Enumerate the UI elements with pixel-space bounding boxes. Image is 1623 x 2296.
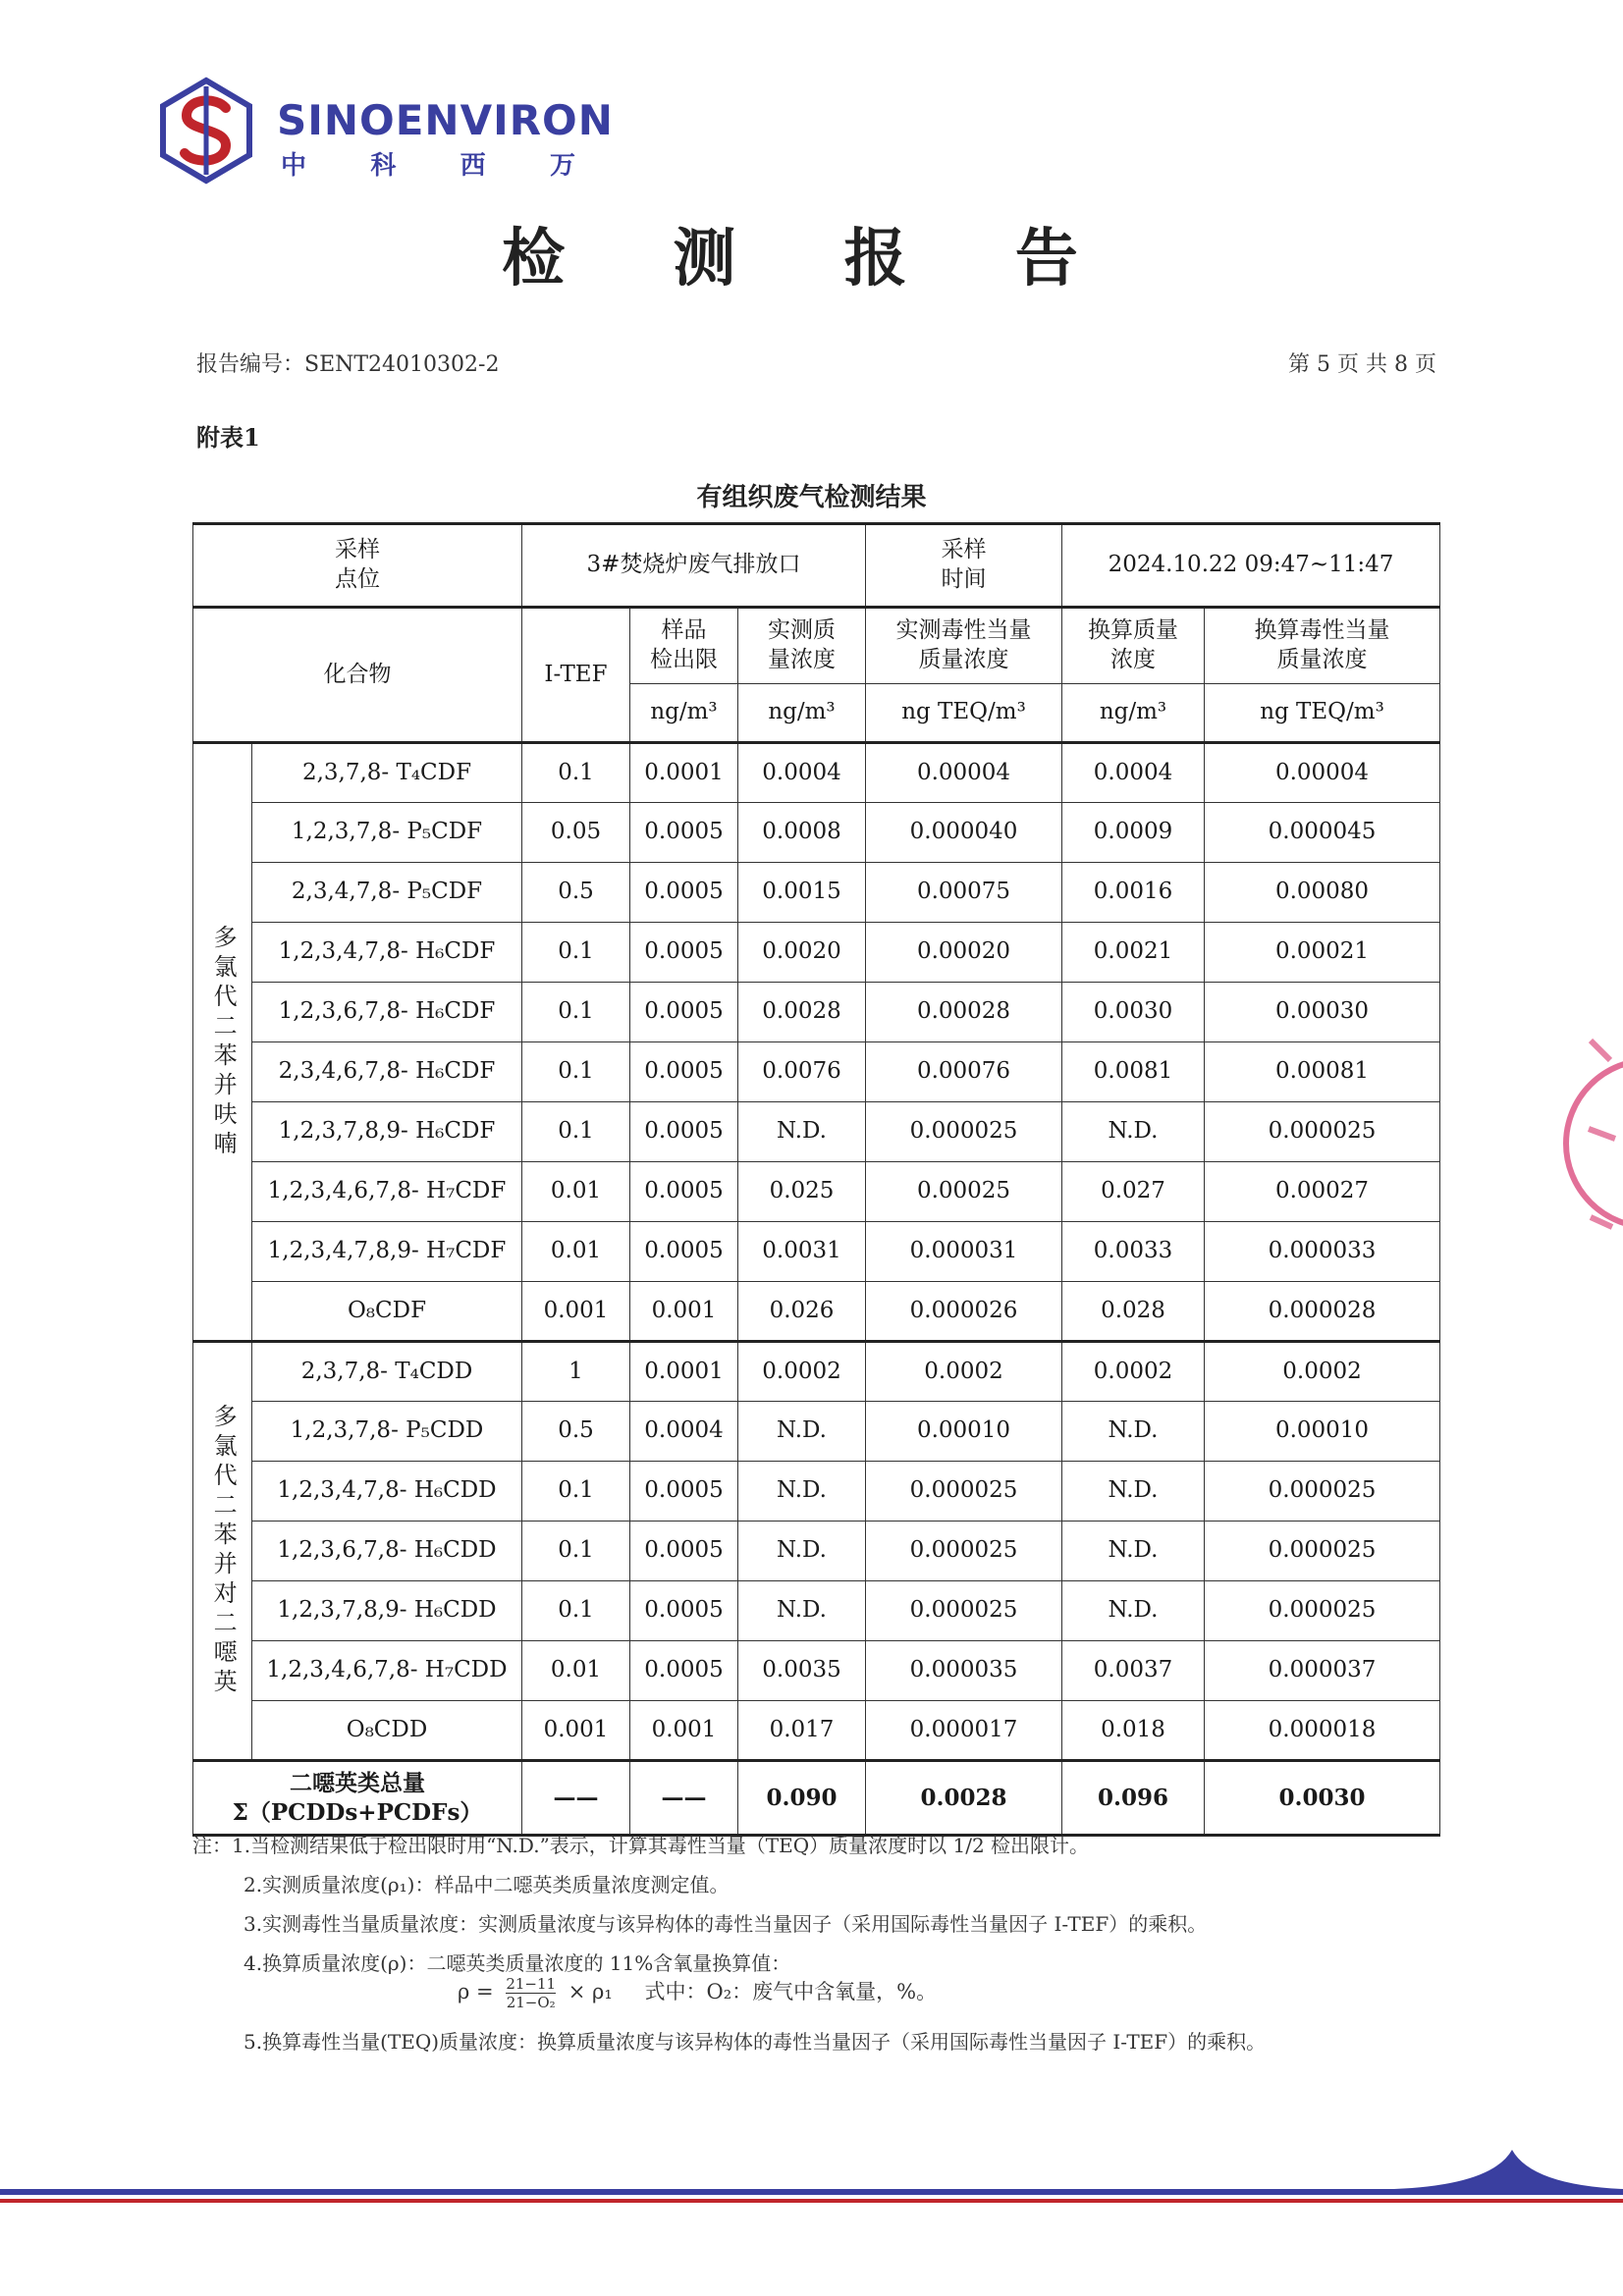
results-table bbox=[192, 522, 1440, 1837]
compound-name-cell: 2,3,4,6,7,8- H₆CDF bbox=[252, 1042, 522, 1102]
column-header: 换算毒性当量 质量浓度 bbox=[1205, 608, 1440, 684]
total-itef: —— bbox=[522, 1761, 630, 1836]
value-cell: 0.000025 bbox=[866, 1102, 1062, 1162]
value-cell: 0.0081 bbox=[1062, 1042, 1205, 1102]
compound-name-cell: 1,2,3,7,8,9- H₆CDD bbox=[252, 1581, 522, 1641]
column-header: 实测毒性当量 质量浓度 bbox=[866, 608, 1062, 684]
value-cell: 0.0005 bbox=[630, 1162, 738, 1222]
compound-name-cell: 1,2,3,7,8- P₅CDF bbox=[252, 803, 522, 863]
value-cell: 0.0028 bbox=[738, 983, 866, 1042]
table-row bbox=[193, 1342, 1440, 1402]
value-cell: 0.0005 bbox=[630, 1102, 738, 1162]
sampling-point-label: 采样 点位 bbox=[193, 524, 522, 608]
compound-name-cell: 2,3,7,8- T₄CDD bbox=[252, 1342, 522, 1402]
total-label: 二噁英类总量 Σ（PCDDs+PCDFs） bbox=[193, 1761, 522, 1836]
value-cell: 0.001 bbox=[522, 1282, 630, 1342]
value-cell: 0.0005 bbox=[630, 983, 738, 1042]
compound-name-cell: O₈CDF bbox=[252, 1282, 522, 1342]
value-cell: 0.000033 bbox=[1205, 1222, 1440, 1282]
value-cell: 0.000025 bbox=[1205, 1522, 1440, 1581]
compound-name-cell: 1,2,3,4,7,8,9- H₇CDF bbox=[252, 1222, 522, 1282]
value-cell: 0.000025 bbox=[866, 1581, 1062, 1641]
sampling-info-row bbox=[193, 524, 1440, 608]
itef-header: I-TEF bbox=[522, 608, 630, 743]
company-name-en: SINOENVIRON bbox=[277, 96, 614, 144]
value-cell: 0.0015 bbox=[738, 863, 866, 923]
unit-cell: ng TEQ/m³ bbox=[1205, 684, 1440, 743]
table-row bbox=[193, 1522, 1440, 1581]
value-cell: 0.000028 bbox=[1205, 1282, 1440, 1342]
table-row bbox=[193, 743, 1440, 803]
compound-name-cell: 1,2,3,7,8- P₅CDD bbox=[252, 1402, 522, 1462]
value-cell: 0.1 bbox=[522, 1522, 630, 1581]
value-cell: 0.0004 bbox=[630, 1402, 738, 1462]
value-cell: 0.0002 bbox=[866, 1342, 1062, 1402]
total-conv: 0.096 bbox=[1062, 1761, 1205, 1836]
value-cell: 0.0002 bbox=[1205, 1342, 1440, 1402]
value-cell: 0.001 bbox=[522, 1701, 630, 1761]
value-cell: 0.1 bbox=[522, 1102, 630, 1162]
value-cell: 0.0005 bbox=[630, 1581, 738, 1641]
value-cell: 0.026 bbox=[738, 1282, 866, 1342]
table-row bbox=[193, 1042, 1440, 1102]
value-cell: N.D. bbox=[738, 1581, 866, 1641]
value-cell: 0.000031 bbox=[866, 1222, 1062, 1282]
value-cell: 0.0005 bbox=[630, 863, 738, 923]
value-cell: 0.0037 bbox=[1062, 1641, 1205, 1701]
table-row bbox=[193, 923, 1440, 983]
compound-name-cell: 2,3,4,7,8- P₅CDF bbox=[252, 863, 522, 923]
value-cell: 0.0004 bbox=[1062, 743, 1205, 803]
report-number: 报告编号：SENT24010302-2 bbox=[196, 352, 500, 377]
value-cell: 0.0005 bbox=[630, 1462, 738, 1522]
unit-cell: ng/m³ bbox=[630, 684, 738, 743]
value-cell: 0.0005 bbox=[630, 803, 738, 863]
table-row bbox=[193, 1282, 1440, 1342]
value-cell: 0.00080 bbox=[1205, 863, 1440, 923]
table-row bbox=[193, 1701, 1440, 1761]
group-label bbox=[193, 1342, 252, 1761]
column-header: 实测质 量浓度 bbox=[738, 608, 866, 684]
value-cell: 0.1 bbox=[522, 923, 630, 983]
group-label bbox=[193, 743, 252, 1342]
value-cell: 0.017 bbox=[738, 1701, 866, 1761]
table-row bbox=[193, 1402, 1440, 1462]
value-cell: N.D. bbox=[738, 1462, 866, 1522]
unit-cell: ng/m³ bbox=[738, 684, 866, 743]
table-title: 有组织废气检测结果 bbox=[696, 483, 927, 512]
value-cell: 0.027 bbox=[1062, 1162, 1205, 1222]
company-name-cn-char: 万 bbox=[549, 151, 575, 181]
value-cell: 0.1 bbox=[522, 1042, 630, 1102]
value-cell: 1 bbox=[522, 1342, 630, 1402]
table-row bbox=[193, 1162, 1440, 1222]
total-conv-teq: 0.0030 bbox=[1205, 1761, 1440, 1836]
value-cell: 0.000040 bbox=[866, 803, 1062, 863]
value-cell: 0.00004 bbox=[1205, 743, 1440, 803]
total-limit: —— bbox=[630, 1761, 738, 1836]
value-cell: 0.05 bbox=[522, 803, 630, 863]
value-cell: 0.000025 bbox=[866, 1462, 1062, 1522]
value-cell: 0.1 bbox=[522, 1462, 630, 1522]
table-row bbox=[193, 1581, 1440, 1641]
value-cell: 0.000018 bbox=[1205, 1701, 1440, 1761]
value-cell: 0.00028 bbox=[866, 983, 1062, 1042]
value-cell: N.D. bbox=[738, 1102, 866, 1162]
value-cell: 0.00027 bbox=[1205, 1162, 1440, 1222]
table-row bbox=[193, 983, 1440, 1042]
value-cell: 0.0021 bbox=[1062, 923, 1205, 983]
total-row bbox=[193, 1761, 1440, 1836]
value-cell: 0.00030 bbox=[1205, 983, 1440, 1042]
value-cell: 0.028 bbox=[1062, 1282, 1205, 1342]
value-cell: 0.0001 bbox=[630, 743, 738, 803]
seal-stamp-icon bbox=[1561, 982, 1623, 1306]
page-info: 第 5 页 共 8 页 bbox=[1288, 352, 1436, 377]
value-cell: 0.0005 bbox=[630, 923, 738, 983]
value-cell: N.D. bbox=[1062, 1522, 1205, 1581]
sampling-time-label: 采样 时间 bbox=[866, 524, 1062, 608]
formula-denominator: 21−O₂ bbox=[506, 1994, 556, 2011]
value-cell: 0.0035 bbox=[738, 1641, 866, 1701]
note-item: 2.实测质量浓度(ρ₁)：样品中二噁英类质量浓度测定值。 bbox=[243, 1873, 730, 1896]
total-teq: 0.0028 bbox=[866, 1761, 1062, 1836]
table-row bbox=[193, 1222, 1440, 1282]
compound-name-cell: 1,2,3,4,7,8- H₆CDD bbox=[252, 1462, 522, 1522]
value-cell: 0.018 bbox=[1062, 1701, 1205, 1761]
value-cell: 0.025 bbox=[738, 1162, 866, 1222]
group-label-text: 多氯代二苯并呋喃 bbox=[209, 924, 238, 1160]
company-logo-mark-icon bbox=[157, 77, 255, 185]
company-name-cn bbox=[281, 145, 575, 182]
value-cell: 0.00020 bbox=[866, 923, 1062, 983]
company-logo bbox=[157, 77, 614, 185]
value-cell: 0.0033 bbox=[1062, 1222, 1205, 1282]
formula-numerator: 21−11 bbox=[506, 1975, 557, 1993]
unit-cell: ng TEQ/m³ bbox=[866, 684, 1062, 743]
value-cell: 0.0008 bbox=[738, 803, 866, 863]
value-cell: 0.0020 bbox=[738, 923, 866, 983]
header-row bbox=[193, 608, 1440, 684]
value-cell: 0.00075 bbox=[866, 863, 1062, 923]
formula-rhs: × ρ₁ bbox=[568, 1980, 613, 2003]
value-cell: 0.0009 bbox=[1062, 803, 1205, 863]
value-cell: 0.000037 bbox=[1205, 1641, 1440, 1701]
value-cell: 0.0002 bbox=[1062, 1342, 1205, 1402]
value-cell: 0.00010 bbox=[1205, 1402, 1440, 1462]
company-name-cn-char: 西 bbox=[460, 151, 486, 181]
conversion-formula bbox=[458, 1975, 937, 2011]
table-row bbox=[193, 1641, 1440, 1701]
table-row bbox=[193, 1462, 1440, 1522]
value-cell: N.D. bbox=[1062, 1102, 1205, 1162]
footer-decoration-icon bbox=[0, 2150, 1623, 2228]
value-cell: 0.001 bbox=[630, 1282, 738, 1342]
note-item: 注：1.当检测结果低于检出限时用“N.D.”表示，计算其毒性当量（TEQ）质量浓度时以 1/2 检出限计。 bbox=[192, 1834, 1090, 1857]
value-cell: 0.00021 bbox=[1205, 923, 1440, 983]
value-cell: 0.00004 bbox=[866, 743, 1062, 803]
value-cell: N.D. bbox=[738, 1522, 866, 1581]
company-name-cn-char: 科 bbox=[370, 151, 397, 181]
note-item: 3.实测毒性当量质量浓度：实测质量浓度与该异构体的毒性当量因子（采用国际毒性当量因子 I-TEF）的乘积。 bbox=[243, 1912, 1208, 1936]
note-item: 4.换算质量浓度(ρ)：二噁英类质量浓度的 11%含氧量换算值： bbox=[243, 1951, 791, 1975]
value-cell: 0.01 bbox=[522, 1641, 630, 1701]
compound-name-cell: O₈CDD bbox=[252, 1701, 522, 1761]
formula-lhs: ρ = bbox=[458, 1980, 494, 2003]
value-cell: 0.1 bbox=[522, 1581, 630, 1641]
compound-header: 化合物 bbox=[193, 608, 522, 743]
value-cell: 0.01 bbox=[522, 1222, 630, 1282]
document-title: 检 测 报 告 bbox=[502, 222, 1121, 295]
appendix-label: 附表1 bbox=[196, 423, 260, 452]
value-cell: N.D. bbox=[738, 1402, 866, 1462]
compound-name-cell: 1,2,3,4,7,8- H₆CDF bbox=[252, 923, 522, 983]
column-header: 样品 检出限 bbox=[630, 608, 738, 684]
compound-name-cell: 1,2,3,7,8,9- H₆CDF bbox=[252, 1102, 522, 1162]
value-cell: 0.0076 bbox=[738, 1042, 866, 1102]
value-cell: 0.000026 bbox=[866, 1282, 1062, 1342]
value-cell: 0.0002 bbox=[738, 1342, 866, 1402]
value-cell: 0.01 bbox=[522, 1162, 630, 1222]
compound-name-cell: 1,2,3,6,7,8- H₆CDF bbox=[252, 983, 522, 1042]
value-cell: 0.00076 bbox=[866, 1042, 1062, 1102]
table-row bbox=[193, 803, 1440, 863]
compound-name-cell: 1,2,3,4,6,7,8- H₇CDF bbox=[252, 1162, 522, 1222]
value-cell: N.D. bbox=[1062, 1402, 1205, 1462]
value-cell: 0.00081 bbox=[1205, 1042, 1440, 1102]
note-item: 5.换算毒性当量(TEQ)质量浓度：换算质量浓度与该异构体的毒性当量因子（采用国际毒性当量因子 I-TEF）的乘积。 bbox=[243, 2030, 1267, 2054]
value-cell: 0.0004 bbox=[738, 743, 866, 803]
value-cell: 0.001 bbox=[630, 1701, 738, 1761]
value-cell: 0.000025 bbox=[1205, 1581, 1440, 1641]
value-cell: N.D. bbox=[1062, 1462, 1205, 1522]
value-cell: 0.000025 bbox=[1205, 1102, 1440, 1162]
value-cell: 0.000025 bbox=[1205, 1462, 1440, 1522]
value-cell: 0.0031 bbox=[738, 1222, 866, 1282]
formula-description: 式中：O₂：废气中含氧量，%。 bbox=[644, 1980, 938, 2003]
company-name-cn-char: 中 bbox=[281, 151, 307, 181]
value-cell: 0.0016 bbox=[1062, 863, 1205, 923]
value-cell: 0.0005 bbox=[630, 1222, 738, 1282]
value-cell: 0.000035 bbox=[866, 1641, 1062, 1701]
value-cell: 0.1 bbox=[522, 743, 630, 803]
value-cell: 0.1 bbox=[522, 983, 630, 1042]
value-cell: 0.0005 bbox=[630, 1522, 738, 1581]
value-cell: 0.00010 bbox=[866, 1402, 1062, 1462]
value-cell: 0.00025 bbox=[866, 1162, 1062, 1222]
compound-name-cell: 1,2,3,4,6,7,8- H₇CDD bbox=[252, 1641, 522, 1701]
total-measured: 0.090 bbox=[738, 1761, 866, 1836]
value-cell: 0.000025 bbox=[866, 1522, 1062, 1581]
table-row bbox=[193, 1102, 1440, 1162]
unit-cell: ng/m³ bbox=[1062, 684, 1205, 743]
sampling-time-value: 2024.10.22 09:47~11:47 bbox=[1062, 524, 1440, 608]
value-cell: 0.0005 bbox=[630, 1641, 738, 1701]
value-cell: 0.000045 bbox=[1205, 803, 1440, 863]
notes-section bbox=[192, 1826, 1449, 2061]
group-label-text: 多氯代二苯并对二噁英 bbox=[209, 1404, 238, 1698]
value-cell: 0.0005 bbox=[630, 1042, 738, 1102]
value-cell: 0.0001 bbox=[630, 1342, 738, 1402]
value-cell: 0.000017 bbox=[866, 1701, 1062, 1761]
sampling-point-value: 3#焚烧炉废气排放口 bbox=[522, 524, 866, 608]
table-row bbox=[193, 863, 1440, 923]
value-cell: N.D. bbox=[1062, 1581, 1205, 1641]
value-cell: 0.5 bbox=[522, 863, 630, 923]
compound-name-cell: 2,3,7,8- T₄CDF bbox=[252, 743, 522, 803]
column-header: 换算质量 浓度 bbox=[1062, 608, 1205, 684]
value-cell: 0.0030 bbox=[1062, 983, 1205, 1042]
value-cell: 0.5 bbox=[522, 1402, 630, 1462]
compound-name-cell: 1,2,3,6,7,8- H₆CDD bbox=[252, 1522, 522, 1581]
